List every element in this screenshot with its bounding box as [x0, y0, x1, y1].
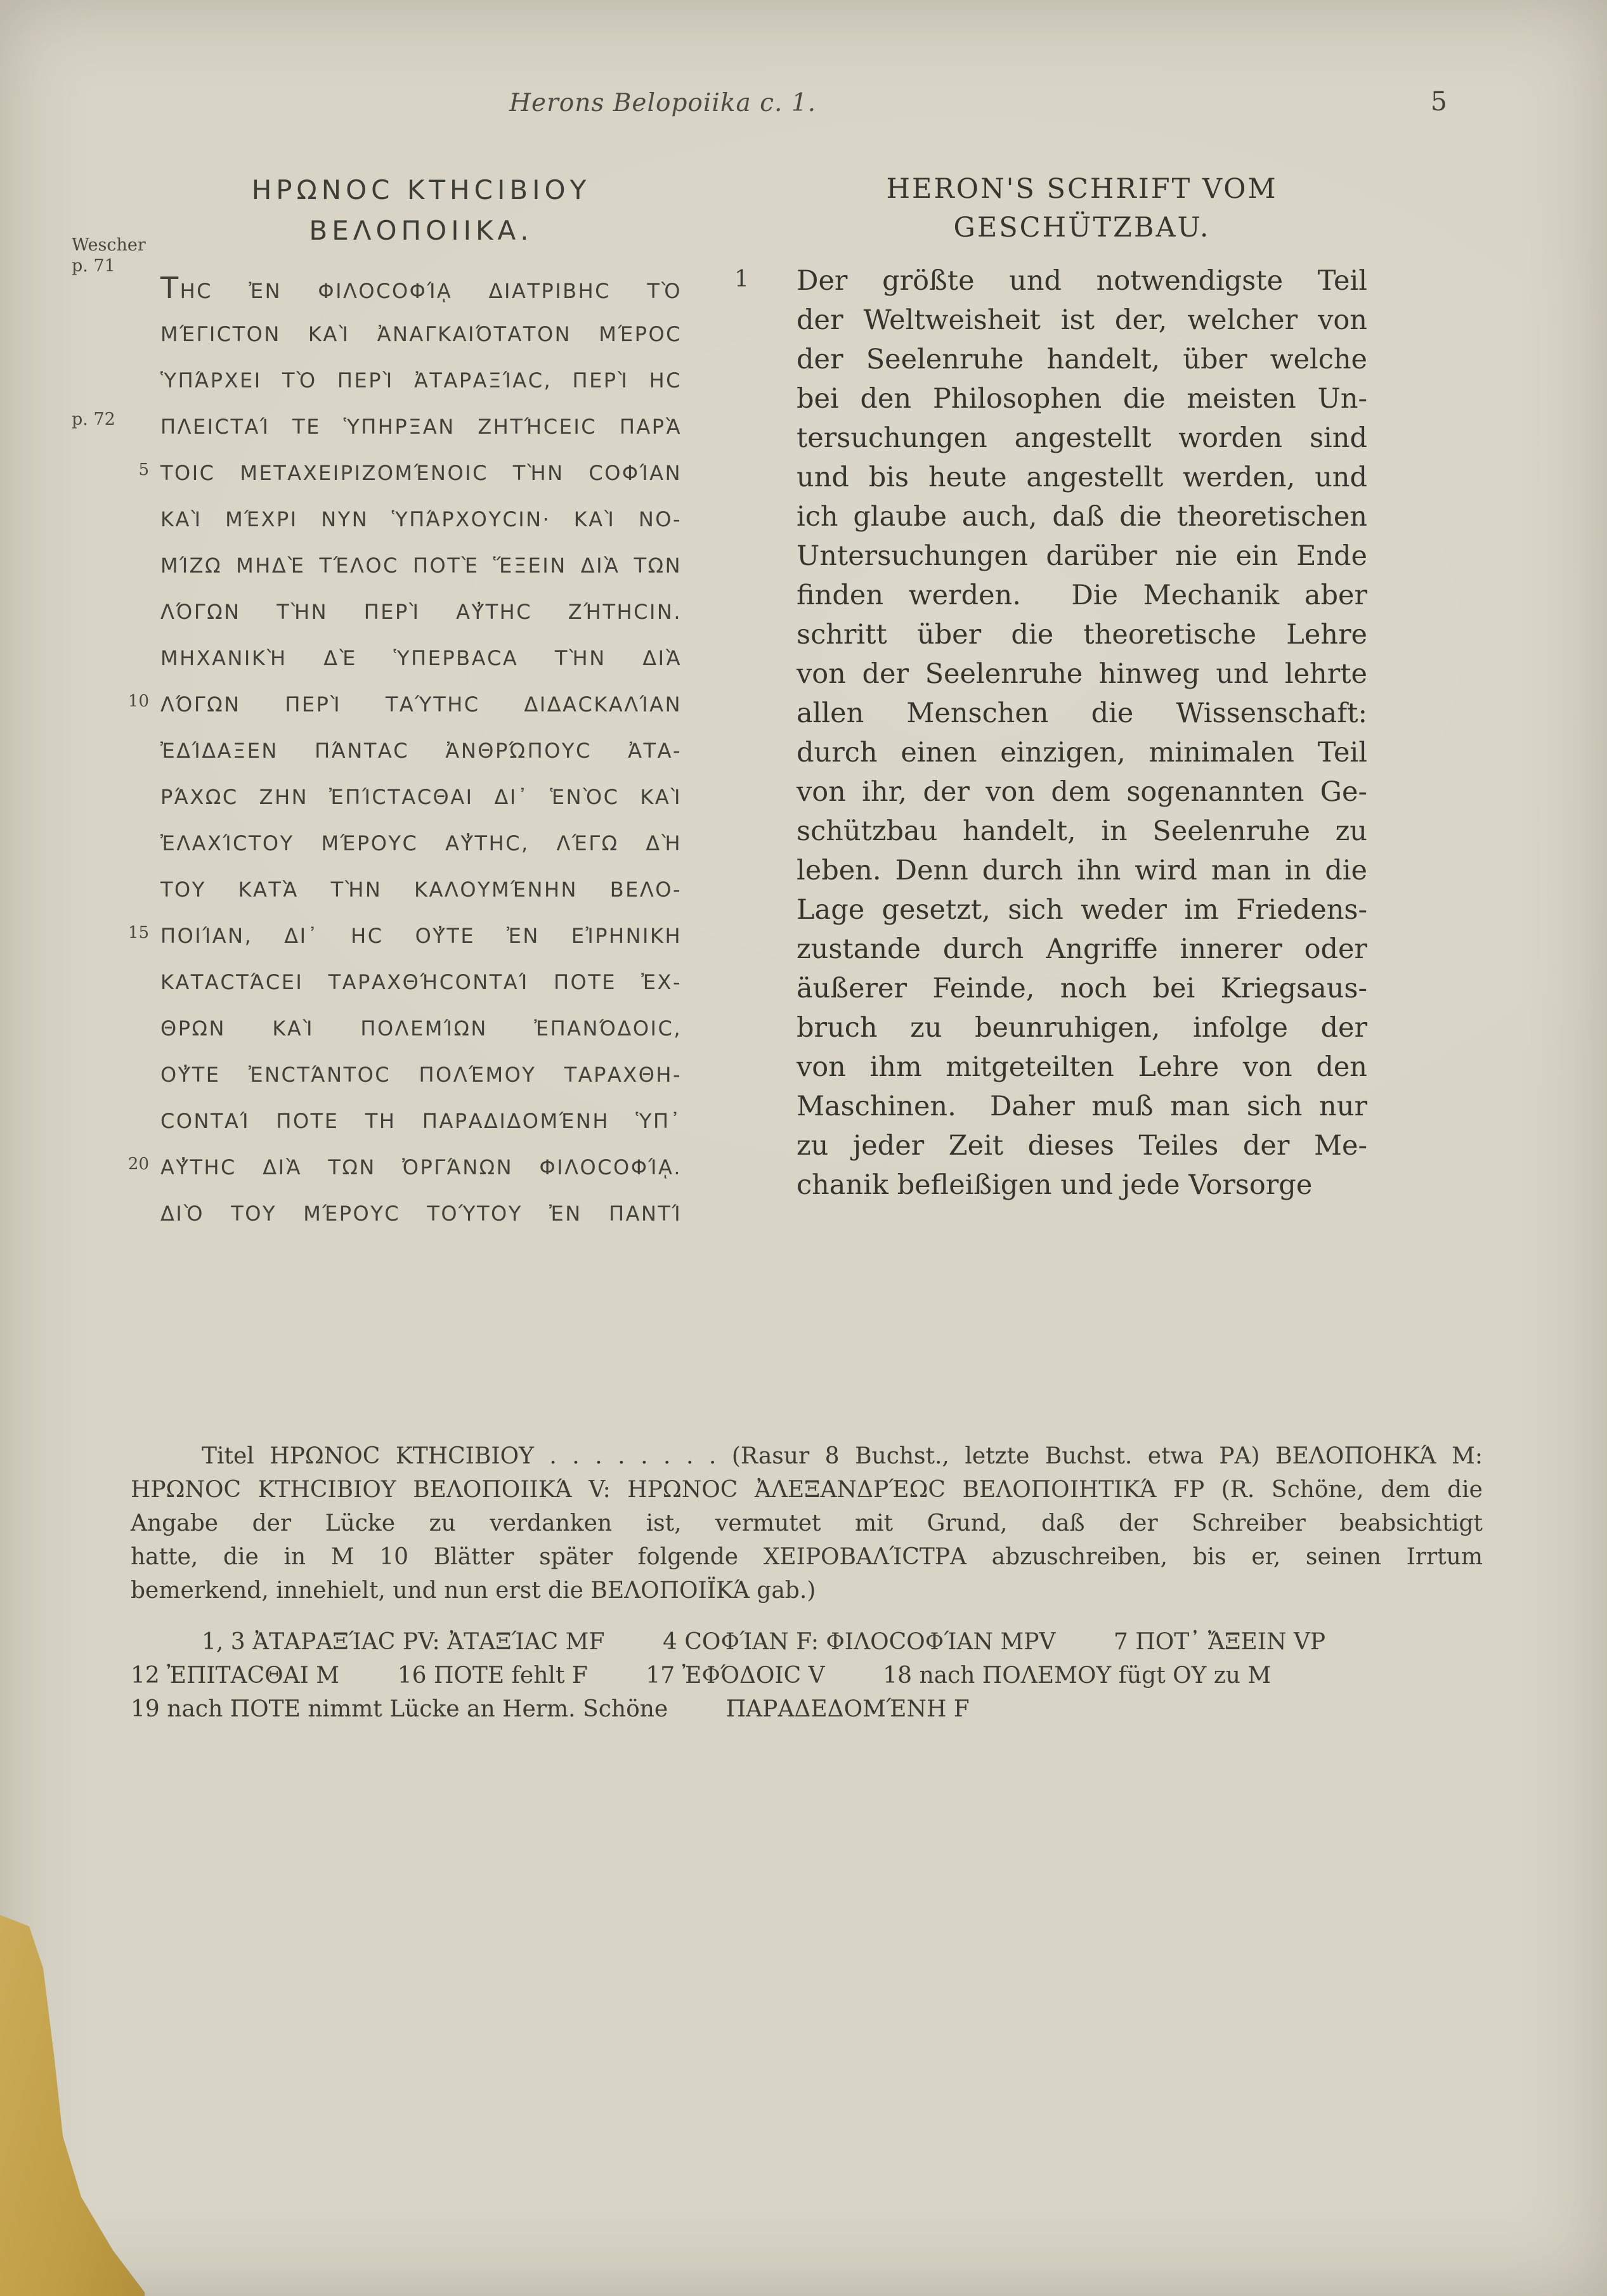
greek-line	[160, 635, 682, 682]
german-line: zu jeder Zeit dieses Teiles der Me-	[797, 1130, 1367, 1162]
paragraph-number: 1	[734, 266, 749, 292]
greek-line-text: ΟΥ̓ΤΕ ἘΝCΤΆΝΤΟC ΠΟΛΈΜΟΥ ΤΑΡΑΧΘΗ-	[160, 1063, 682, 1087]
apparatus-line: 12 ἘΠΙΤΑCΘΑΙ M 16 ΠΟΤΕ fehlt F 17 ἘΦΌΔΟΙC V 18 nach ΠΟΛΕΜΟΥ fügt ΟΥ zu M	[131, 1663, 1272, 1689]
german-title-line2: GESCHÜTZBAU.	[953, 212, 1211, 243]
greek-line	[160, 728, 682, 774]
greek-line	[160, 1006, 682, 1052]
german-line: Untersuchungen darüber nie ein Ende	[797, 540, 1367, 572]
german-lines	[797, 261, 1367, 1205]
apparatus-block1	[131, 1439, 1483, 1607]
greek-line-text: ἘΛΑΧΊCΤΟΥ ΜΈΡΟΥC ΑΥ̓ΤΗC, ΛΈΓΩ ΔῊ	[160, 831, 682, 855]
critical-apparatus	[131, 1439, 1483, 1726]
greek-line-text: ΛΌΓΩΝ ΤῊΝ ΠΕΡῚ ΑΥ̓ΤΗC ΖΉΤΗCΙΝ.	[160, 600, 682, 624]
apparatus-line: ΗΡΩΝΟC ΚΤΗCΙΒΙΟΥ ΒΕΛΟΠΟΙΙΚΆ V: ΗΡΩΝΟC ἈΛΕΞΑΝΔΡΈΩC ΒΕΛΟΠΟΙΗΤΙΚΆ FP (R. Schöne, dem die	[131, 1477, 1483, 1503]
german-column	[734, 170, 1367, 1205]
greek-line	[72, 404, 682, 450]
german-line: bruch zu beunruhigen, infolge der	[797, 1012, 1367, 1044]
greek-line-text: ΜΗΧΑΝΙΚῊ ΔῈ ὙΠΕΡΒΑCΑ ΤῊΝ ΔΙᾺ	[160, 646, 682, 670]
greek-lines	[72, 235, 682, 1237]
apparatus-line: bemerkend, innehielt, und nun erst die ΒΕΛΟΠΟΙΪΚΆ gab.)	[131, 1578, 816, 1604]
german-title-line1: HERON'S SCHRIFT VOM	[886, 173, 1278, 205]
greek-line	[127, 1145, 682, 1191]
greek-line-text: ΤΗC ἘΝ ΦΙΛΟCΟΦΊᾼ ΔΙΑΤΡΙΒΗC ΤῸ	[160, 271, 682, 305]
german-line: Maschinen. Daher muß man sich nur	[797, 1091, 1367, 1122]
german-line: von der Seelenruhe hinweg und lehrte	[797, 658, 1367, 690]
greek-line-text: ΠΛΕΙCΤΑΊ ΤΕ ὙΠΗΡΞΑΝ ΖΗΤΉCΕΙC ΠΑΡᾺ	[160, 415, 682, 439]
german-line: tersuchungen angestellt worden sind	[797, 422, 1367, 454]
german-line: allen Menschen die Wissenschaft:	[797, 697, 1367, 729]
greek-line	[127, 682, 682, 728]
apparatus-line: hatte, die in M 10 Blätter später folgende ΧΕΙΡΟΒΑΛΊCΤΡΑ abzuschreiben, bis er, seinen Irrtum	[131, 1544, 1483, 1570]
line-number: 10	[127, 692, 149, 711]
greek-title-line2: ΒΕΛΟΠΟΙΙΚΑ.	[309, 215, 533, 246]
line-number: 20	[127, 1155, 149, 1174]
german-line: durch einen einzigen, minimalen Teil	[797, 737, 1367, 769]
margin-note-line: p. 71	[72, 256, 115, 276]
running-header: Herons Belopoiika c. 1.	[509, 89, 816, 117]
greek-line	[160, 1098, 682, 1145]
greek-line	[160, 820, 682, 867]
greek-line	[160, 543, 682, 589]
greek-line-text: ΤΟΥ ΚΑΤᾺ ΤῊΝ ΚΑΛΟΥΜΈΝΗΝ ΒΕΛΟ-	[160, 878, 682, 902]
greek-line-text: ΑΥ̓ΤΗC ΔΙᾺ ΤΩΝ ὈΡΓΆΝΩΝ ΦΙΛΟCΟΦΊᾼ.	[160, 1155, 682, 1179]
german-title	[797, 170, 1367, 247]
apparatus-line: 1, 3 ἈΤΑΡΑΞΊΑC PV: ἈΤΑΞΊΑC MF 4 CΟΦΊΑΝ F: ΦΙΛΟCΟΦΊΑΝ MPV 7 ΠΟΤ᾿ ἌΞΕΙΝ VP	[202, 1629, 1326, 1655]
margin-note	[72, 409, 153, 430]
greek-line	[160, 959, 682, 1006]
greek-line	[160, 1191, 682, 1237]
margin-note-line: Wescher	[72, 235, 146, 255]
greek-line	[160, 1052, 682, 1098]
greek-title-line1: ΗΡΩΝΟC ΚΤΗCΙΒΙΟΥ	[251, 174, 591, 205]
apparatus-block2	[131, 1625, 1483, 1726]
greek-line-text: CΟΝΤΑΊ ΠΟΤΕ ΤΗ ΠΑΡΑΔΙΔΟΜΈΝΗ ὙΠ᾿	[160, 1109, 682, 1133]
greek-line	[160, 867, 682, 913]
german-line: und bis heute angestellt werden, und	[797, 462, 1367, 493]
german-line: Lage gesetzt, sich weder im Friedens-	[797, 894, 1367, 926]
german-line: der Weltweisheit ist der, welcher von	[797, 304, 1367, 336]
greek-line-text: ΛΌΓΩΝ ΠΕΡῚ ΤΑΎΤΗC ΔΙΔΑCΚΑΛΊΑΝ	[160, 692, 682, 717]
german-line: der Seelenruhe handelt, über welche	[797, 344, 1367, 375]
apparatus-line: Titel ΗΡΩΝΟC ΚΤΗCΙΒΙΟΥ . . . . . . . . (Rasur 8 Buchst., letzte Buchst. etwa ΡΑ) ΒΕΛΟΠΟΗΚΆ Μ:	[202, 1443, 1483, 1469]
german-line: ich glaube auch, daß die theoretischen	[797, 501, 1367, 533]
greek-line	[127, 913, 682, 959]
greek-column	[72, 170, 682, 1237]
german-line: schützbau handelt, in Seelenruhe zu	[797, 815, 1367, 847]
german-line: Der größte und notwendigste Teil	[797, 265, 1367, 297]
german-line: zustande durch Angriffe innerer oder	[797, 933, 1367, 965]
german-line: von ihr, der von dem sogenannten Ge-	[797, 776, 1367, 808]
german-line: bei den Philosophen die meisten Un-	[797, 383, 1367, 415]
greek-line	[160, 358, 682, 404]
greek-line	[160, 589, 682, 635]
greek-line	[138, 450, 682, 496]
page-number: 5	[1430, 86, 1447, 117]
german-line: schritt über die theoretische Lehre	[797, 619, 1367, 651]
margin-note	[72, 235, 153, 276]
greek-line-text: ΜΈΓΙCΤΟΝ ΚΑῚ ἈΝΑΓΚΑΙΌΤΑΤΟΝ ΜΈΡΟC	[160, 322, 682, 346]
line-number: 15	[127, 923, 149, 942]
greek-line-text: ΚΑΤΑCΤΆCΕΙ ΤΑΡΑΧΘΉCΟΝΤΑΊ ΠΟΤΕ ἘΧ-	[160, 970, 682, 994]
greek-title	[160, 170, 682, 251]
greek-line-text: ΘΡΩΝ ΚΑῚ ΠΟΛΕΜΊΩΝ ἘΠΑΝΌΔΟΙC,	[160, 1016, 682, 1041]
german-line: von ihm mitgeteilten Lehre von den	[797, 1051, 1367, 1083]
line-number: 5	[138, 460, 149, 479]
german-line: chanik befleißigen und jede Vorsorge	[797, 1169, 1313, 1201]
greek-line-text: ΡΆΧΩC ΖΗΝ ἘΠΊCΤΑCΘΑΙ ΔΙ᾿ ἙΝῸC ΚΑῚ	[160, 785, 682, 809]
greek-line-text: ὙΠΆΡΧΕΙ ΤῸ ΠΕΡῚ ἈΤΑΡΑΞΊΑC, ΠΕΡῚ ΗC	[160, 368, 682, 392]
greek-line-text: ΠΟΙΊΑΝ, ΔΙ᾿ ΗC ΟΥ̓ΤΕ ἘΝ ΕἸΡΗΝΙΚΗ	[160, 924, 682, 948]
apparatus-line: Angabe der Lücke zu verdanken ist, vermutet mit Grund, daß der Schreiber beabsichtigt	[131, 1510, 1483, 1536]
page-corner-tan-patch	[0, 1915, 145, 2296]
greek-line-text: ΜΊΖΩ ΜΗΔῈ ΤΈΛΟC ΠΟΤῈ ἝΞΕΙΝ ΔΙᾺ ΤΩΝ	[160, 554, 682, 578]
apparatus-line: 19 nach ΠΟΤΕ nimmt Lücke an Herm. Schöne ΠΑΡΑΔΕΔΟΜΈΝΗ F	[131, 1696, 970, 1722]
greek-line	[72, 235, 682, 311]
greek-line-text: ΔΙῸ ΤΟΥ ΜΈΡΟΥC ΤΟΎΤΟΥ ἘΝ ΠΑΝΤΊ	[160, 1202, 682, 1226]
german-line: leben. Denn durch ihn wird man in die	[797, 855, 1367, 886]
greek-line	[160, 496, 682, 543]
margin-note-line: p. 72	[72, 410, 115, 429]
greek-line-text: ΤΟΙC ΜΕΤΑΧΕΙΡΙΖΟΜΈΝΟΙC ΤῊΝ CΟΦΊΑΝ	[160, 461, 682, 485]
greek-line-text: ΚΑῚ ΜΈΧΡΙ ΝΥΝ ὙΠΆΡΧΟΥCΙΝ· ΚΑῚ ΝΟ-	[160, 507, 682, 531]
german-line: finden werden. Die Mechanik aber	[797, 580, 1367, 611]
greek-line-text: ἘΔΊΔΑΞΕΝ ΠΆΝΤΑC ἈΝΘΡΏΠΟΥC ἈΤΑ-	[160, 739, 682, 763]
german-line: äußerer Feinde, noch bei Kriegsaus-	[797, 973, 1367, 1004]
greek-line	[160, 774, 682, 820]
greek-line	[160, 311, 682, 358]
